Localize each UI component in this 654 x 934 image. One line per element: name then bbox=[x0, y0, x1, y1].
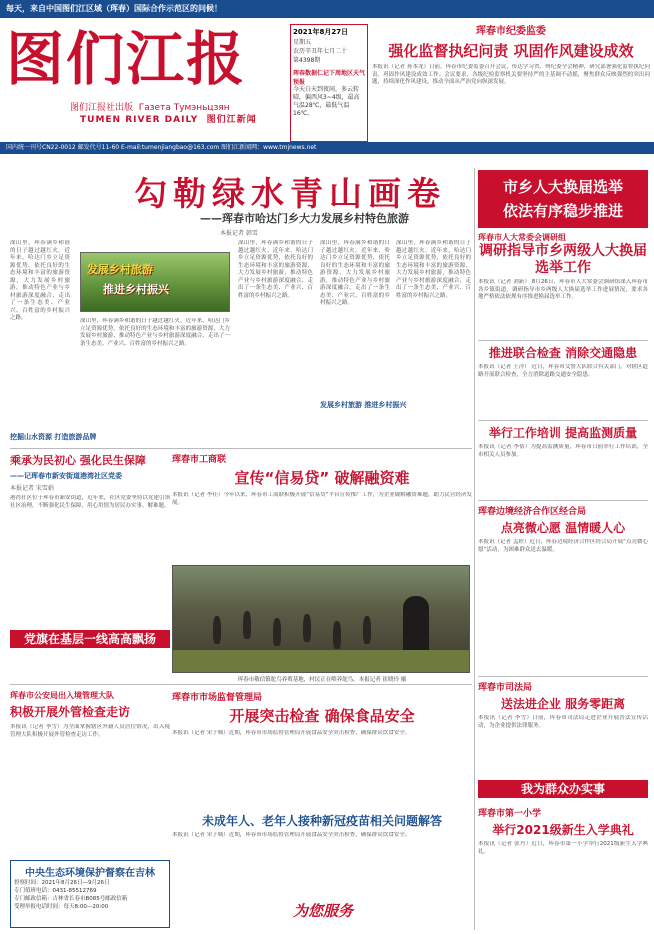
red-box-headline bbox=[478, 170, 648, 228]
divider bbox=[10, 684, 472, 685]
news-right-2 bbox=[478, 344, 648, 424]
divider bbox=[478, 340, 648, 341]
news-right-4-body: 本报讯（记者 孟婷）近日，珲春边境经济合作区经合局开展“点亮微心愿”活动，为困难群众送去温暖。 bbox=[478, 539, 648, 553]
news-right-3 bbox=[478, 424, 648, 504]
divider bbox=[478, 500, 648, 501]
ostrich-shape bbox=[273, 618, 281, 646]
news-right-4 bbox=[478, 504, 648, 649]
divider bbox=[478, 420, 648, 421]
center-low-section: 珲春市市场监督管理局 bbox=[172, 693, 263, 703]
left-mid-headline: 乘承为民初心 强化民生保障 bbox=[10, 454, 146, 467]
news-right-5 bbox=[478, 680, 648, 777]
photo-overlay-1: 发展乡村旅游 bbox=[87, 263, 153, 276]
rural-tourism-photo bbox=[80, 252, 230, 312]
env-inspection-line: 专门邮政信箱：吉林省长春市B085号邮政信箱 bbox=[14, 896, 128, 902]
left-mid-story bbox=[10, 452, 170, 625]
left-mid-subtitle: ——记珲春市新安街道港湾社区党委 bbox=[10, 472, 122, 480]
issue-lunar: 农历辛丑年七月二十 bbox=[293, 48, 348, 55]
center-mid-body: 本报讯（记者 李佳）今年以来，珲春市工商联积极开展“信易贷”平台宣传推广工作，为企业破解融资难题，助力民营经济发展。 bbox=[172, 492, 472, 506]
main-body-col3: 深山里，珲春满乡和谐的日子越过越红火。近年来，哈达门乡立足资源优势，依托良好的生态环境和丰富的旅游资源，大力发展乡村旅游，推动特色产业与乡村旅游深度融合，走出了一条生态美、产业兴、百姓富的乡村振兴之路。 bbox=[238, 240, 313, 299]
news-right-1-section: 珲春市人大常委会调研组 bbox=[478, 233, 566, 242]
weather-title: 珲春数据仁记下周地区天气预报 bbox=[293, 70, 366, 86]
main-section-b bbox=[320, 400, 406, 410]
band-right: 我为群众办实事 bbox=[478, 780, 648, 798]
main-section-a-text: 挖掘山水资源 打造旅游品牌 bbox=[10, 433, 97, 441]
issue-weekday: 星期五 bbox=[293, 39, 312, 46]
news-right-2-body: 本报讯（记者 王洋） 近日，珲春市交警大队联合有关部门，对辖区道路开展联合检查，全力消除道路交通安全隐患。 bbox=[478, 364, 648, 378]
main-body-col1: 深山里，珲春满乡和谐的日子越过越红火。近年来，哈达门乡立足资源优势，依托良好的生态环境和丰富的旅游资源，大力发展乡村旅游，推动特色产业与乡村旅游深度融合，走出了一条生态美、产业兴、百姓富的乡村振兴之路。 bbox=[10, 240, 70, 321]
masthead-en bbox=[80, 112, 257, 125]
main-section-b-text: 发展乡村旅游 推进乡村振兴 bbox=[320, 401, 407, 409]
left-low-section: 珲春市公安局出入境管理大队 bbox=[10, 691, 114, 700]
center-mid-story bbox=[172, 452, 472, 572]
left-mid-body: 港湾社区位于珲春市新安街道，近年来，社区党委坚持以党建引领社区治理，不断强化民生保障，用心用情为居民办实事、解难题。 bbox=[10, 495, 170, 509]
bottom-headline bbox=[172, 812, 472, 829]
issue-info bbox=[290, 24, 368, 142]
divider bbox=[478, 676, 648, 677]
masthead-ko: 图们江新闻 bbox=[206, 115, 257, 125]
header-links: 国内统一刊号CN22-0012 邮发代号11-60 E-mail:tumenjiangbao@163.com 图们江新闻网：www.tmjnews.net bbox=[0, 142, 654, 154]
band-left: 党旗在基层一线高高飘扬 bbox=[10, 630, 170, 648]
service-ad: 为您服务 bbox=[292, 902, 353, 920]
main-body-col5: 深山里，珲春满乡和谐的日子越过越红火。近年来，哈达门乡立足资源优势，依托良好的生态环境和丰富的旅游资源，大力发展乡村旅游，推动特色产业与乡村旅游深度融合，走出了一条生态美、产业兴、百姓富的乡村振兴之路。 bbox=[396, 240, 471, 299]
left-mid-byline: 本报记者 宋雪娟 bbox=[10, 485, 54, 492]
photo-overlay-2: 推进乡村振兴 bbox=[103, 283, 169, 296]
news-right-5-body: 本报讯（记者 李雪）日前，珲春市司法局走进企业开展普法宣传活动，为企业提供法律服务。 bbox=[478, 715, 648, 729]
divider bbox=[10, 448, 472, 449]
center-low-headline: 开展突击检查 确保食品安全 bbox=[229, 707, 415, 725]
news-right-1-body: 本报讯（记者 刘新） 8月26日，珲春市人大常委会调研组深入珲春市各乡镇街道，调研指导市乡两级人大换届选举工作进展情况，要求各地严格依法依规有序推进换届选举工作。 bbox=[478, 279, 648, 300]
bottom-body: 本报讯（记者 宋子城）近期，珲春市市场监督管理局开展食品安全突击检查，确保群众饮食安全。 bbox=[172, 832, 411, 838]
column-divider bbox=[474, 168, 475, 930]
news-right-5-headline: 送法进企业 服务零距离 bbox=[500, 697, 626, 711]
left-low-body: 本报讯（记者 李雪）为全面掌握辖区外籍人员居住情况，出入境管理大队积极开展外管检查走访工作。 bbox=[10, 724, 170, 738]
center-low-story bbox=[172, 690, 472, 810]
env-inspection-line: 专门值班电话：0431-85512769 bbox=[14, 888, 97, 894]
left-low-headline: 积极开展外管检查走访 bbox=[10, 705, 131, 719]
ostrich-shape bbox=[243, 611, 251, 639]
ostrich-shape bbox=[333, 621, 341, 649]
top-right-news bbox=[372, 22, 650, 122]
env-inspection-title: 中央生态环境保护督察在吉林 bbox=[25, 868, 155, 879]
red-box-line-2: 依法有序稳步推进 bbox=[502, 202, 623, 220]
news-right-2-headline: 推进联合检查 消除交通隐患 bbox=[488, 346, 638, 360]
issue-date: 2021年8月27日 bbox=[293, 28, 349, 36]
main-byline: 本报记者 韩雪 bbox=[220, 230, 258, 237]
env-inspection-box bbox=[10, 860, 170, 928]
main-body-col4: 深山里，珲春满乡和谐的日子越过越红火。近年来，哈达门乡立足资源优势，依托良好的生态环境和丰富的旅游资源，大力发展乡村旅游，推动特色产业与乡村旅游深度融合，走出了一条生态美、产业兴、百姓富的乡村振兴之路。 bbox=[320, 240, 390, 306]
main-body-col2: 深山里，珲春满乡和谐的日子越过越红火。近年来，哈达门乡立足资源优势，依托良好的生态环境和丰富的旅游资源，大力发展乡村旅游，推动特色产业与乡村旅游深度融合，走出了一条生态美、产业兴、百姓富的乡村振兴之路。 bbox=[80, 318, 230, 347]
red-box-line-1: 市乡人大换届选举 bbox=[502, 178, 623, 196]
ostrich-farm-photo bbox=[172, 565, 470, 673]
ostrich-shape bbox=[213, 616, 221, 644]
news-right-6-section: 珲春市第一小学 bbox=[478, 809, 542, 819]
masthead-en-text: TUMEN RIVER DAILY bbox=[80, 115, 199, 125]
top-right-section: 珲春市纪委监委 bbox=[476, 26, 546, 37]
masthead-ru: Газета Тумэньцзян bbox=[138, 103, 230, 113]
center-mid-headline: 宣传“信易贷” 破解融资难 bbox=[234, 469, 410, 487]
main-headline: 勾勒绿水青山画卷 bbox=[134, 174, 446, 213]
news-right-6 bbox=[478, 806, 648, 931]
left-low-story bbox=[10, 690, 170, 834]
center-mid-section: 珲春市工商联 bbox=[172, 455, 227, 465]
news-right-6-headline: 举行2021级新生入学典礼 bbox=[492, 823, 634, 837]
main-subtitle: ——珲春市哈达门乡大力发展乡村特色旅游 bbox=[200, 212, 409, 225]
news-right-3-headline: 举行工作培训 提高监测质量 bbox=[488, 426, 638, 440]
farmer-figure bbox=[403, 596, 429, 656]
weather-text: 今天白天到夜间，多云转晴，偏西风3~4级，最高气温28℃，最低气温16℃。 bbox=[293, 86, 360, 117]
news-right-1 bbox=[478, 232, 648, 327]
masthead-title: 图们江报 bbox=[6, 25, 247, 93]
center-low-body: 本报讯（记者 宋子城）近期，珲春市市场监督管理局开展食品安全突击检查，确保群众饮食安全。 bbox=[172, 730, 411, 736]
top-right-body: 本报讯（记者 孙本龙）日前，珲春市纪委监委召开会议，传达学习省、州纪委全会精神，研究部署强化监督执纪问责、巩固作风建设成效工作。会议要求，各级纪检监察机关要坚持严的主基调不动摇，聚焦群众反映强烈的突出问题，持续深化作风建设，推动全面从严治党向纵深发展。 bbox=[372, 64, 650, 85]
news-right-5-section: 珲春市司法局 bbox=[478, 683, 533, 693]
ostrich-shape bbox=[363, 616, 371, 644]
news-right-1-headline: 调研指导市乡两级人大换届选举工作 bbox=[479, 243, 647, 276]
bottom-headline-text: 未成年人、老年人接种新冠疫苗相关问题解答 bbox=[201, 814, 442, 828]
env-inspection-line: 受理举报电话时间：每天8:00—20:00 bbox=[14, 904, 109, 910]
news-right-6-body: 本报讯（记者 张丹）近日，珲春市第一小学举行2021级新生入学典礼。 bbox=[478, 841, 648, 855]
ground bbox=[173, 650, 469, 672]
top-banner: 每天，来自中国图们江区域（珲春）国际合作示范区的问候！ bbox=[0, 0, 654, 18]
news-right-4-headline: 点亮微心愿 温情暖人心 bbox=[500, 521, 626, 535]
news-right-4-section: 珲春边境经济合作区经合局 bbox=[478, 507, 587, 517]
photo-caption: 珲春市敬信镇鸵鸟养殖基地，村民正在喂养鸵鸟。本报记者 崔晓玲 摄 bbox=[237, 677, 407, 683]
masthead-slogan-text: 图们江报社出版 bbox=[70, 103, 134, 113]
issue-number: 第4398期 bbox=[293, 57, 321, 64]
news-right-3-body: 本报讯（记者 李倩）为提高监测质量，珲春市日前举行工作培训，全市相关人员参加。 bbox=[478, 444, 648, 458]
ostrich-shape bbox=[303, 614, 311, 642]
top-right-headline: 强化监督执纪问责 巩固作风建设成效 bbox=[388, 42, 634, 60]
env-inspection-line: 督察时间：2021年8月26日—9月26日 bbox=[14, 880, 110, 886]
